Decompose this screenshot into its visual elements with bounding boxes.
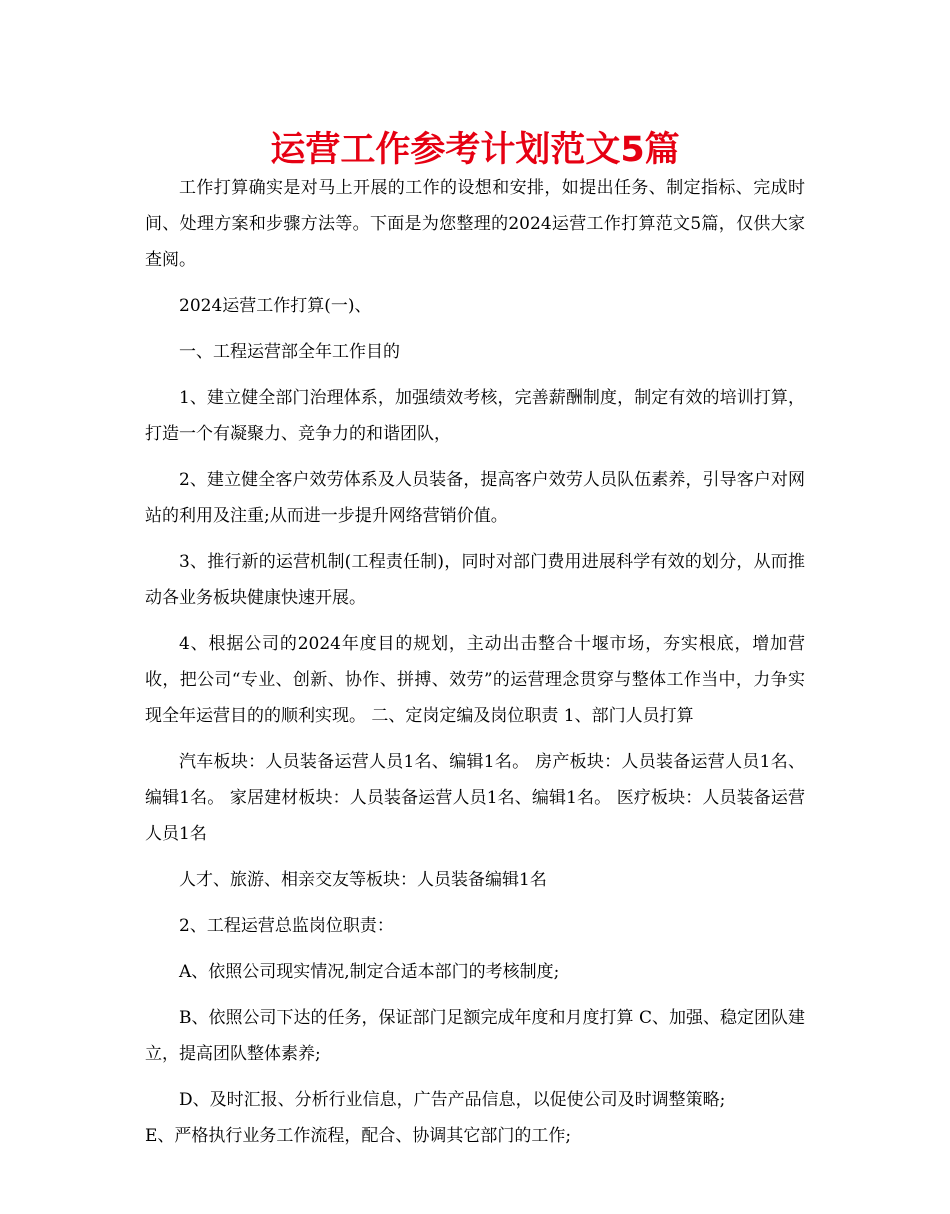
paragraph-item-3: 3、推行新的运营机制(工程责任制)，同时对部门费用进展科学有效的划分，从而推动各业务板块健康快速开展。 <box>145 552 805 608</box>
paragraph-intro: 工作打算确实是对马上开展的工作的设想和安排，如提出任务、制定指标、完成时间、处理方案和步骤方法等。下面是为您整理的2024运营工作打算范文5篇，仅供大家查阅。 <box>145 178 805 270</box>
paragraph-staffing-other: 人才、旅游、相亲交友等板块：人员装备编辑1名 <box>179 870 547 890</box>
paragraph-section-one: 一、工程运营部全年工作目的 <box>179 342 400 362</box>
paragraph-plan-heading: 2024运营工作打算(一)、 <box>179 296 372 316</box>
document-body <box>145 170 805 1154</box>
paragraph-duty-a: A、依照公司现实情况,制定合适本部门的考核制度; <box>179 962 560 982</box>
document-title: 运营工作参考计划范文5篇 <box>270 130 680 170</box>
paragraph-item-4: 4、根据公司的2024年度目的规划，主动出击整合十堰市场，夯实根底，增加营收，把公司“专业、创新、协作、拼搏、效劳”的运营理念贯穿与整体工作当中，力争实现全年运营目的的顺利实现。 二、定岗定编及岗位职责 1、部门人员打算 <box>145 634 805 726</box>
paragraph-staffing: 汽车板块：人员装备运营人员1名、编辑1名。 房产板块：人员装备运营人员1名、编辑1名。 家居建材板块：人员装备运营人员1名、编辑1名。 医疗板块：人员装备运营人员1名 <box>145 752 805 844</box>
paragraph-duties-heading: 2、工程运营总监岗位职责： <box>179 916 394 936</box>
paragraph-duty-e: E、严格执行业务工作流程，配合、协调其它部门的工作; <box>145 1126 572 1146</box>
paragraph-duty-b: B、依照公司下达的任务，保证部门足额完成年度和月度打算 C、加强、稳定团队建立，提高团队整体素养; <box>145 1008 805 1064</box>
paragraph-item-2: 2、建立健全客户效劳体系及人员装备，提高客户效劳人员队伍素养，引导客户对网站的利用及注重;从而进一步提升网络营销价值。 <box>145 470 805 526</box>
paragraph-duty-d: D、及时汇报、分析行业信息，广告产品信息，以促使公司及时调整策略; <box>179 1090 726 1110</box>
paragraph-item-1: 1、建立健全部门治理体系，加强绩效考核，完善薪酬制度，制定有效的培训打算，打造一个有凝聚力、竞争力的和谐团队， <box>145 388 805 444</box>
